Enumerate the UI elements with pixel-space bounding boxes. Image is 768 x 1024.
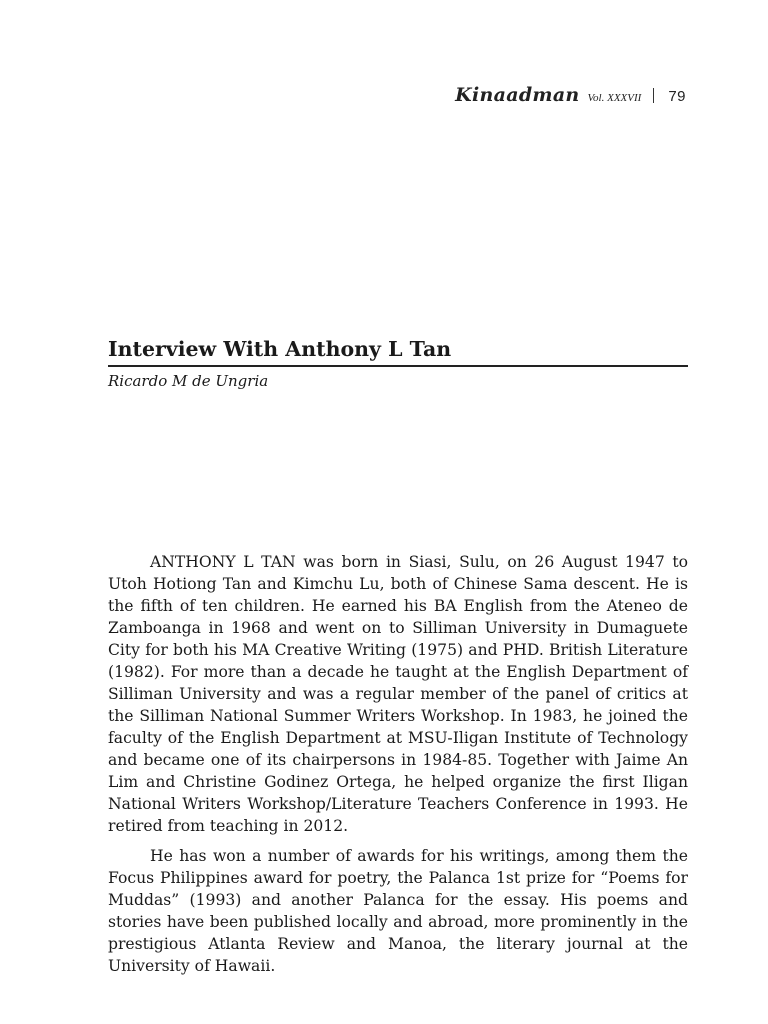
running-header (455, 84, 686, 106)
body-paragraph: He has won a number of awards for his writings, among them the Focus Philippines award for poetry, the Palanca 1st prize for “Poems for Muddas” (1993) and another Palanca for the essay. His poems and stories have been published locally and abroad, more prominently in the prestigious Atlanta Review and Manoa, the literary journal at the University of Hawaii. (108, 847, 688, 975)
journal-logo: Kinaadman (455, 84, 580, 106)
article-title: Interview With Anthony L Tan (108, 335, 688, 367)
body-paragraph: ANTHONY L TAN was born in Siasi, Sulu, on 26 August 1947 to Utoh Hotiong Tan and Kimchu Lu, both of Chinese Sama descent. He is the fifth of ten children. He earned his BA English from the Ateneo de Zamboanga in 1968 and went on to Silliman University in Dumaguete City for both his MA Creative Writing (1975) and PHD. British Literature (1982). For more than a decade he taught at the English Department of Silliman University and was a regular member of the panel of critics at the Silliman National Summer Writers Workshop. In 1983, he joined the faculty of the English Department at MSU-Iligan Institute of Technology and became one of its chairpersons in 1984-85. Together with Jaime An Lim and Christine Godinez Ortega, he helped organize the first Iligan National Writers Workshop/Literature Teachers Conference in 1993. He retired from teaching in 2012. (108, 553, 688, 835)
header-divider (653, 88, 654, 103)
volume-label: Vol. XXXVII (587, 92, 642, 104)
article-body (108, 551, 688, 985)
article-title-block (108, 335, 688, 390)
author-byline: Ricardo M de Ungria (108, 372, 269, 390)
page-number: 79 (668, 88, 686, 105)
